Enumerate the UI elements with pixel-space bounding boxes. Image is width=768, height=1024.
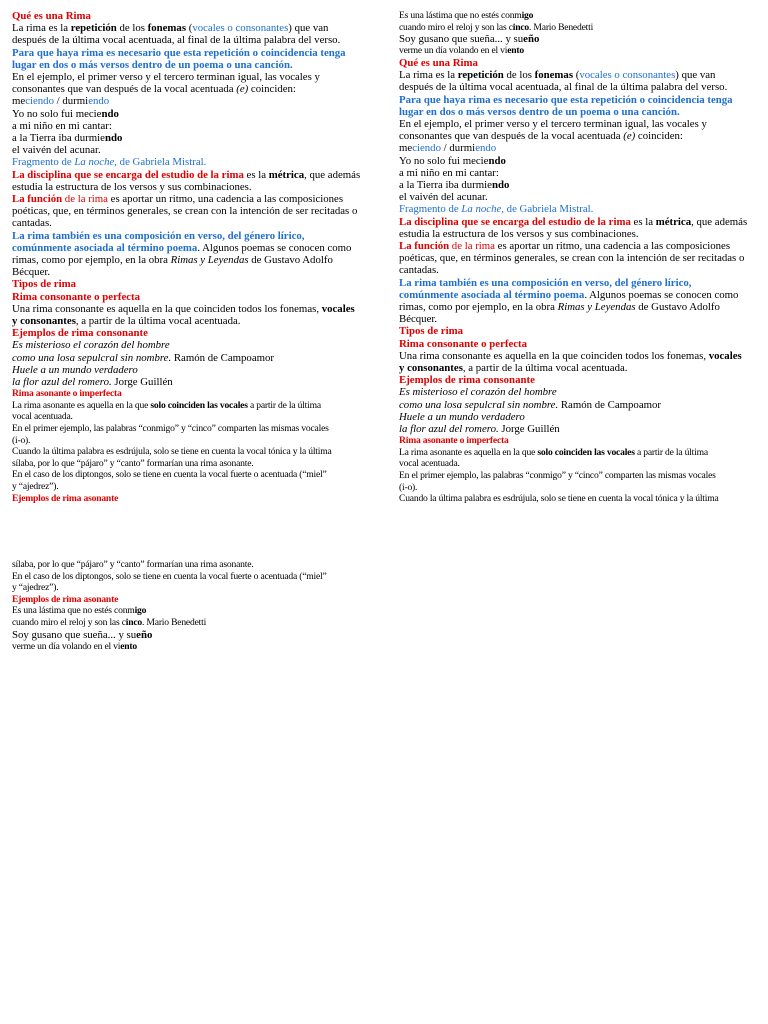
text-run: / durmi: [53, 95, 89, 108]
text-run: es la: [630, 215, 656, 228]
text-run: Huele a un mundo verdadero: [399, 410, 525, 423]
text-run: sílaba, por lo que “pájaro” y “canto” formarían una rima asonante.: [12, 457, 254, 469]
text-run: poéticas, que, en términos generales, se crean con la intención de ser recitadas o: [12, 205, 358, 218]
text-run: Huele a un mundo verdadero: [12, 363, 138, 376]
text-run: consonantes que van después de la vocal acentuada: [399, 130, 624, 143]
text-run: repetición: [70, 22, 117, 35]
text-run: Qué es una Rima: [12, 10, 91, 22]
text-line: [399, 338, 755, 350]
text-run: / durmi: [440, 142, 476, 155]
text-run: , a partir de la última vocal acentuada.: [462, 362, 628, 375]
text-run: Rimas y Leyendas: [170, 254, 249, 267]
text-run: La noche: [74, 156, 115, 169]
text-run: Soy gusano que sueña... y su: [12, 628, 137, 641]
text-run: me: [12, 95, 26, 108]
text-line: [399, 399, 755, 411]
text-run: La rima también es una composición en verso, del género lírico,: [399, 276, 692, 289]
text-line: [12, 423, 364, 435]
text-run: métrica: [655, 215, 692, 228]
text-run: (e): [236, 83, 249, 96]
text-line: [12, 458, 364, 470]
text-line: [12, 71, 364, 83]
text-run: vocales o consonantes: [579, 69, 676, 82]
text-run: La rima es la: [399, 69, 458, 82]
text-line: [12, 400, 364, 412]
text-line: [12, 242, 364, 254]
text-line: [399, 411, 755, 423]
text-run: La rima es la: [12, 22, 71, 35]
text-run: Para que haya rima es necesario que esta repetición o coincidencia tenga: [12, 46, 346, 59]
text-run: Soy gusano que sueña... y su: [399, 33, 524, 46]
text-line: [12, 156, 364, 168]
text-run: Bécquer.: [399, 313, 438, 326]
text-run: rimas, como por ejemplo, en la obra: [12, 254, 171, 267]
text-run: Una rima consonante es aquella en la que coinciden todos los fonemas,: [12, 302, 322, 315]
text-run: Rima consonante o perfecta: [399, 337, 528, 350]
text-run: . Mario Benedetti: [142, 616, 207, 628]
text-run: cuando miro el reloj y son las c: [12, 616, 126, 628]
text-run: Es una lástima que no estés conm: [399, 10, 522, 21]
text-run: cantadas.: [399, 264, 439, 277]
text-line: [399, 447, 755, 459]
text-run: ndo: [104, 132, 123, 145]
text-run: métrica: [268, 168, 305, 181]
text-run: Cuando la última palabra es esdrújula, solo se tiene en cuenta la vocal tónica y la última: [12, 446, 332, 458]
text-run: Bécquer.: [12, 266, 51, 279]
text-run: ndo: [491, 179, 510, 192]
text-run: eño: [136, 628, 153, 641]
text-line: [399, 301, 755, 313]
text-run: la flor azul del romero.: [12, 376, 112, 389]
text-run: ciendo: [25, 95, 54, 108]
text-run: Ejemplos de rima asonante: [12, 492, 119, 504]
text-line: [12, 303, 364, 315]
text-run: Tipos de rima: [12, 278, 76, 291]
text-run: de la rima: [449, 240, 495, 253]
text-run: (e): [623, 130, 636, 143]
text-line: [12, 10, 364, 22]
right-column: [399, 10, 755, 505]
text-line: [12, 205, 364, 217]
text-run: vocales o consonantes: [192, 22, 289, 35]
text-run: Jorge Guillén: [498, 423, 560, 436]
text-run: La noche: [461, 203, 502, 216]
text-line: [399, 264, 755, 276]
text-line: [399, 69, 755, 81]
text-line: [12, 230, 364, 242]
text-line: [399, 228, 755, 240]
text-line: [399, 386, 755, 398]
text-run: Qué es una Rima: [399, 56, 478, 69]
text-line: [12, 315, 364, 327]
text-line: [399, 33, 755, 45]
text-run: consonantes que van después de la vocal acentuada: [12, 83, 237, 96]
text-run: La función: [12, 193, 63, 206]
text-line: [12, 132, 364, 144]
text-run: La disciplina que se encarga del estudio de la rima: [12, 168, 244, 181]
text-line: [399, 350, 755, 362]
text-run: La rima también es una composición en verso, del género lírico,: [12, 229, 305, 242]
text-run: Rima asonante o imperfecta: [12, 388, 122, 400]
text-line: [12, 641, 364, 653]
text-line: [12, 582, 364, 594]
text-line: [12, 144, 364, 156]
text-line: [399, 106, 755, 118]
text-run: coinciden:: [248, 83, 296, 96]
text-line: [12, 47, 364, 59]
text-run: como una losa sepulcral sin nombre.: [12, 351, 172, 364]
text-run: En el ejemplo, el primer verso y el tercero terminan igual, las vocales y: [12, 71, 320, 84]
text-line: [12, 278, 364, 290]
text-run: ndo: [488, 154, 506, 167]
text-run: estudia la estructura de los versos y sus combinaciones.: [12, 180, 252, 193]
text-run: a la Tierra iba durmie: [399, 179, 492, 192]
text-run: inco: [512, 21, 530, 33]
text-run: de la rima: [62, 193, 108, 206]
text-run: y “ajedrez”).: [12, 481, 59, 493]
text-line: [399, 191, 755, 203]
text-line: [399, 423, 755, 435]
text-line: [399, 203, 755, 215]
text-line: [399, 130, 755, 142]
text-run: En el ejemplo, el primer verso y el tercero terminan igual, las vocales y: [399, 118, 707, 130]
text-line: [399, 179, 755, 191]
text-run: Ejemplos de rima consonante: [399, 374, 535, 387]
text-run: En el caso de los diptongos, solo se tiene en cuenta la vocal fuerte o acentuada (“miel”: [12, 570, 327, 582]
text-run: Jorge Guillén: [111, 376, 173, 389]
text-line: [12, 364, 364, 376]
text-run: (: [186, 22, 193, 35]
text-run: de Gustavo Adolfo: [635, 301, 720, 314]
text-run: rimas, como por ejemplo, en la obra: [399, 301, 558, 314]
text-run: En el primer ejemplo, las palabras “conmigo” y “cinco” comparten las mismas vocales: [399, 470, 716, 482]
text-run: , a partir de la última vocal acentuada.: [75, 315, 241, 328]
text-line: [12, 559, 364, 571]
text-run: vocales: [708, 349, 742, 362]
text-run: ) que van: [675, 69, 716, 82]
text-run: Yo no solo fui mecie: [399, 154, 489, 167]
text-run: ) que van: [288, 22, 329, 35]
text-run: ciendo: [412, 142, 441, 155]
text-line: [12, 493, 364, 505]
text-run: poéticas, que, en términos generales, se crean con la intención de ser recitadas o: [399, 252, 745, 265]
text-line: [12, 629, 364, 641]
text-run: , de Gabriela Mistral.: [114, 156, 207, 169]
text-line: [12, 605, 364, 617]
text-line: [399, 10, 755, 22]
text-run: , que además: [304, 168, 361, 181]
text-run: Es misterioso el corazón del hombre: [399, 386, 557, 399]
text-run: . Algunos poemas se conocen como: [197, 241, 352, 254]
text-run: como una losa sepulcral sin nombre.: [399, 398, 559, 411]
text-run: a la Tierra iba durmie: [12, 132, 105, 145]
text-run: La función: [399, 240, 450, 253]
text-run: cuando miro el reloj y son las c: [399, 21, 513, 33]
text-line: [12, 446, 364, 458]
text-run: Ramón de Campoamor: [171, 351, 275, 364]
text-run: endo: [475, 142, 497, 155]
text-line: [12, 181, 364, 193]
text-run: ento: [120, 640, 138, 652]
text-run: . Algunos poemas se conocen como: [584, 288, 739, 301]
left-column: [12, 10, 364, 504]
text-line: [399, 118, 755, 130]
text-run: de Gustavo Adolfo: [248, 254, 333, 267]
text-run: lugar en dos o más versos dentro de un poema o una canción.: [12, 58, 293, 71]
text-run: . Mario Benedetti: [529, 21, 594, 33]
text-run: ndo: [101, 107, 119, 120]
text-line: [399, 482, 755, 494]
text-line: [12, 376, 364, 388]
text-run: Fragmento de: [399, 203, 462, 216]
text-run: Una rima consonante es aquella en la que coinciden todos los fonemas,: [399, 349, 709, 362]
text-run: a partir de la última: [247, 399, 321, 411]
text-line: [399, 470, 755, 482]
text-run: Fragmento de: [12, 156, 75, 169]
text-run: igo: [521, 10, 534, 21]
text-line: [12, 617, 364, 629]
text-line: [399, 57, 755, 69]
text-line: [12, 411, 364, 423]
text-run: (: [573, 69, 580, 82]
text-run: la flor azul del romero.: [399, 423, 499, 436]
text-line: [399, 142, 755, 154]
text-line: [12, 217, 364, 229]
text-run: y consonantes: [12, 315, 76, 328]
text-line: [399, 45, 755, 57]
text-run: , que además: [691, 215, 748, 228]
text-line: [12, 469, 364, 481]
text-run: a mi niño en mi cantar:: [12, 119, 112, 132]
text-run: después de la última vocal acentuada, al final de la última palabra del verso.: [12, 34, 341, 47]
text-line: [12, 327, 364, 339]
text-run: fonemas: [147, 22, 187, 35]
text-line: [12, 95, 364, 107]
text-run: lugar en dos o más versos dentro de un poema o una canción.: [399, 105, 680, 118]
text-run: La rima asonante es aquella en la que: [399, 446, 538, 458]
text-line: [399, 325, 755, 337]
text-run: comúnmente asociada al término poema: [12, 241, 198, 254]
text-line: [399, 277, 755, 289]
text-run: es la: [243, 168, 269, 181]
text-line: [12, 291, 364, 303]
text-run: Rima consonante o perfecta: [12, 290, 141, 303]
text-line: [399, 94, 755, 106]
text-run: repetición: [457, 69, 504, 82]
text-run: ento: [507, 45, 525, 57]
text-run: Es misterioso el corazón del hombre: [12, 339, 170, 352]
text-run: Cuando la última palabra es esdrújula, solo se tiene en cuenta la vocal tónica y la última: [399, 493, 719, 505]
text-run: Ramón de Campoamor: [558, 398, 662, 411]
text-run: En el caso de los diptongos, solo se tiene en cuenta la vocal fuerte o acentuada (“miel”: [12, 469, 327, 481]
text-line: [399, 458, 755, 470]
text-run: Ejemplos de rima asonante: [12, 593, 119, 605]
text-run: igo: [134, 605, 147, 617]
text-line: [399, 252, 755, 264]
text-line: [399, 240, 755, 252]
text-run: comúnmente asociada al término poema: [399, 288, 585, 301]
text-run: Es una lástima que no estés conm: [12, 605, 135, 617]
text-run: vocal acentuada.: [399, 458, 460, 470]
text-line: [399, 167, 755, 179]
text-run: el vaivén del acunar.: [399, 191, 488, 204]
text-line: [399, 374, 755, 386]
text-line: [12, 83, 364, 95]
text-run: Rima asonante o imperfecta: [399, 435, 509, 447]
text-line: [12, 193, 364, 205]
text-run: verme un día volando en el vi: [399, 45, 508, 57]
text-line: [399, 435, 755, 447]
text-run: Yo no solo fui mecie: [12, 107, 102, 120]
text-line: [12, 571, 364, 583]
text-run: La rima asonante es aquella en la que: [12, 399, 151, 411]
text-line: [12, 352, 364, 364]
text-line: [399, 313, 755, 325]
text-run: es aportar un ritmo, una cadencia a las composiciones: [107, 193, 344, 206]
text-run: En el primer ejemplo, las palabras “conmigo” y “cinco” comparten las mismas vocales: [12, 423, 329, 435]
text-line: [12, 254, 364, 266]
text-run: solo coinciden las vocales: [150, 399, 248, 411]
text-run: vocal acentuada.: [12, 411, 73, 423]
text-line: [12, 266, 364, 278]
text-line: [12, 481, 364, 493]
text-line: [399, 155, 755, 167]
text-line: [12, 59, 364, 71]
text-run: el vaivén del acunar.: [12, 144, 101, 157]
text-run: después de la última vocal acentuada, al final de la última palabra del verso.: [399, 81, 728, 94]
text-run: La disciplina que se encarga del estudio de la rima: [399, 215, 631, 228]
text-line: [399, 22, 755, 34]
text-run: de los: [503, 69, 535, 82]
text-run: , de Gabriela Mistral.: [501, 203, 594, 216]
text-run: sílaba, por lo que “pájaro” y “canto” formarían una rima asonante.: [12, 559, 254, 570]
text-line: [399, 493, 755, 505]
text-run: y “ajedrez”).: [12, 582, 59, 594]
text-run: es aportar un ritmo, una cadencia a las composiciones: [494, 240, 731, 253]
text-line: [12, 120, 364, 132]
text-run: eño: [523, 33, 540, 46]
text-run: (i-o).: [399, 481, 418, 493]
text-run: de los: [116, 22, 148, 35]
text-run: me: [399, 142, 413, 155]
text-line: [12, 594, 364, 606]
text-line: [12, 339, 364, 351]
text-run: Rimas y Leyendas: [557, 301, 636, 314]
text-line: [12, 388, 364, 400]
text-line: [12, 22, 364, 34]
text-run: verme un día volando en el vi: [12, 640, 121, 652]
text-line: [399, 289, 755, 301]
text-line: [399, 362, 755, 374]
text-line: [399, 81, 755, 93]
text-line: [12, 169, 364, 181]
text-run: y consonantes: [399, 362, 463, 375]
text-run: cantadas.: [12, 217, 52, 230]
text-run: solo coinciden las vocales: [537, 446, 635, 458]
text-run: inco: [125, 616, 143, 628]
text-run: Para que haya rima es necesario que esta repetición o coincidencia tenga: [399, 93, 733, 106]
text-run: fonemas: [534, 69, 574, 82]
text-run: estudia la estructura de los versos y sus combinaciones.: [399, 227, 639, 240]
text-run: coinciden:: [635, 130, 683, 143]
text-run: Ejemplos de rima consonante: [12, 327, 148, 340]
text-line: [399, 216, 755, 228]
text-run: endo: [88, 95, 110, 108]
text-line: [12, 34, 364, 46]
text-run: (i-o).: [12, 434, 31, 446]
text-line: [12, 435, 364, 447]
text-run: a mi niño en mi cantar:: [399, 166, 499, 179]
left-column-continuation: [12, 559, 364, 652]
text-run: vocales: [321, 302, 355, 315]
text-run: Tipos de rima: [399, 325, 463, 338]
text-run: a partir de la última: [634, 446, 708, 458]
text-line: [12, 108, 364, 120]
